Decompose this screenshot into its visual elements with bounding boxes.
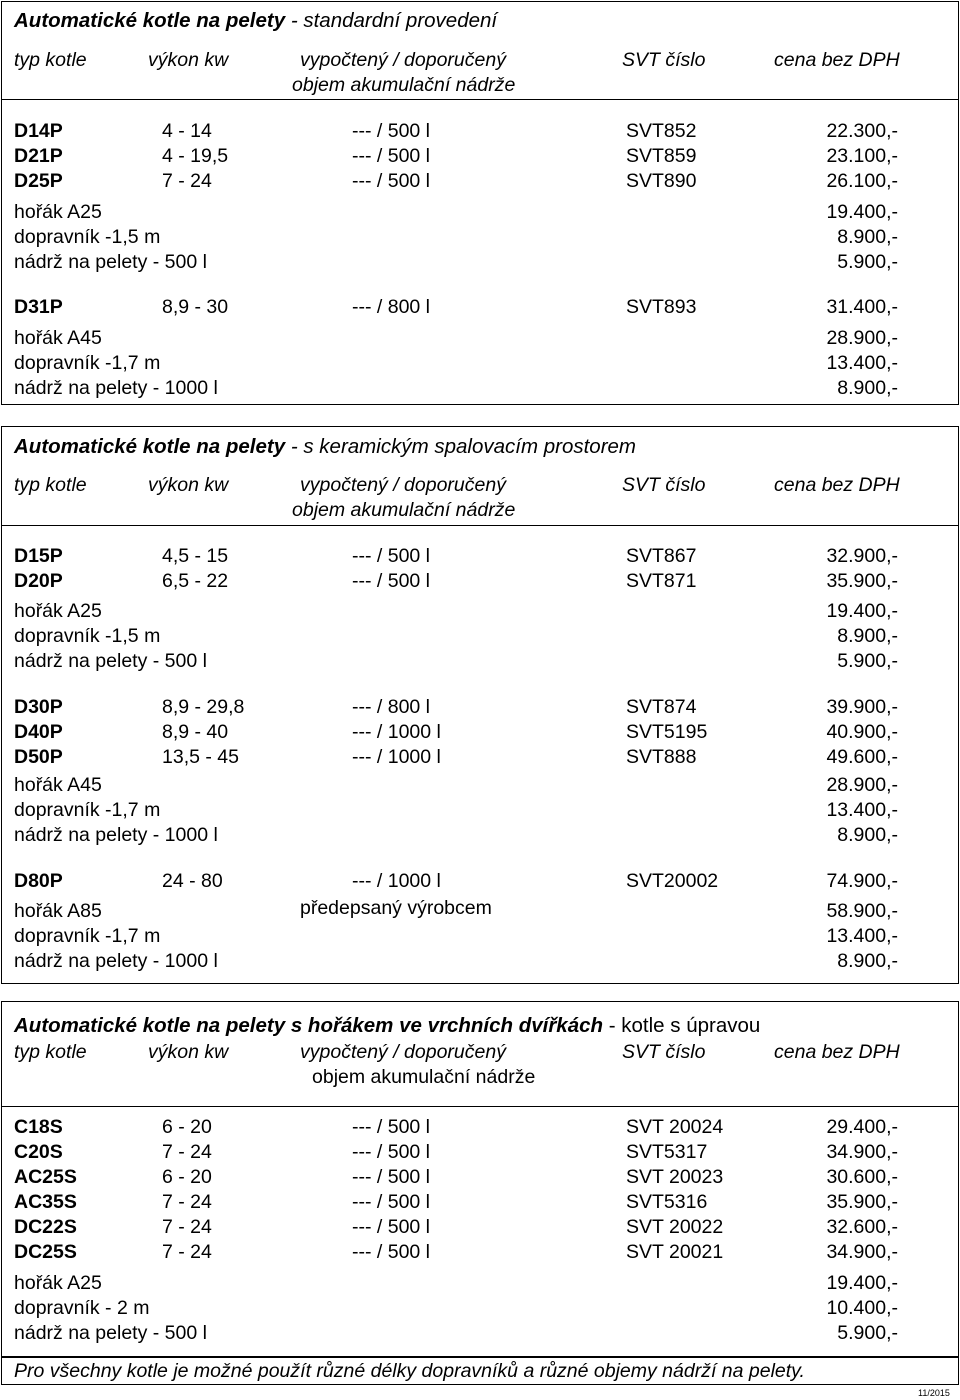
section-ceramic-title — [14, 437, 636, 458]
col-header-cena: cena bez DPH — [774, 49, 900, 71]
accessory-name: nádrž na pelety - 500 l — [14, 650, 207, 672]
col-header-objem-line2: objem akumulační nádrže — [292, 499, 516, 521]
accessory-name: nádrž na pelety - 500 l — [14, 251, 207, 273]
boiler-output-kw: 8,9 - 29,8 — [162, 696, 245, 718]
boiler-output-kw: 7 - 24 — [162, 1191, 212, 1213]
boiler-model: D80P — [14, 870, 63, 892]
svt-number: SVT 20022 — [626, 1216, 724, 1238]
accessory-price: 10.400,- — [826, 1297, 898, 1319]
price: 22.300,- — [826, 120, 898, 142]
col-header-vykon: výkon kw — [148, 1041, 229, 1063]
col-header-objem: vypočtený / doporučený — [300, 49, 506, 71]
col-header-vykon: výkon kw — [148, 49, 229, 71]
tank-volume: --- / 500 l — [352, 1166, 431, 1188]
tank-volume: --- / 500 l — [352, 170, 431, 192]
section-top-door-subtitle: - kotle s úpravou — [603, 1014, 761, 1037]
accessory-price: 19.400,- — [826, 201, 898, 223]
boiler-output-kw: 13,5 - 45 — [162, 746, 239, 768]
accessory-name: dopravník -1,7 m — [14, 352, 161, 374]
col-header-cena: cena bez DPH — [774, 1041, 900, 1063]
section-top-door-header-divider — [2, 1106, 958, 1107]
accessory-price: 13.400,- — [826, 925, 898, 947]
price: 74.900,- — [826, 870, 898, 892]
accessory-name: dopravník -1,5 m — [14, 625, 161, 647]
tank-volume: --- / 500 l — [352, 1216, 431, 1238]
accessory-name: nádrž na pelety - 1000 l — [14, 377, 218, 399]
svt-number: SVT874 — [626, 696, 697, 718]
accessory-name: dopravník -1,7 m — [14, 925, 161, 947]
boiler-model: D40P — [14, 721, 63, 743]
date-stamp: 11/2015 — [918, 1388, 950, 1398]
boiler-output-kw: 6 - 20 — [162, 1116, 212, 1138]
boiler-model: D15P — [14, 545, 63, 567]
accessory-price: 5.900,- — [837, 1322, 898, 1344]
section-standard-subtitle: - standardní provedení — [285, 9, 498, 32]
accessory-price: 8.900,- — [837, 625, 898, 647]
accessory-name: hořák A25 — [14, 201, 102, 223]
section-standard-title — [14, 11, 497, 32]
svt-number: SVT5195 — [626, 721, 708, 743]
tank-volume: --- / 500 l — [352, 545, 431, 567]
boiler-output-kw: 8,9 - 40 — [162, 721, 229, 743]
tank-volume: --- / 800 l — [352, 696, 431, 718]
price: 49.600,- — [826, 746, 898, 768]
col-header-typ: typ kotle — [14, 1041, 87, 1063]
col-header-svt: SVT číslo — [622, 474, 706, 496]
boiler-model: AC25S — [14, 1166, 77, 1188]
section-top-door-title — [14, 1016, 760, 1037]
col-header-svt: SVT číslo — [622, 1041, 706, 1063]
accessory-price: 13.400,- — [826, 352, 898, 374]
price: 39.900,- — [826, 696, 898, 718]
tank-volume: --- / 1000 l — [352, 721, 441, 743]
boiler-model: D20P — [14, 570, 63, 592]
col-header-typ: typ kotle — [14, 49, 87, 71]
boiler-model: D50P — [14, 746, 63, 768]
section-top-door-title-text: Automatické kotle na pelety s hořákem ve vrchních dvířkách — [14, 1014, 604, 1037]
boiler-output-kw: 24 - 80 — [162, 870, 223, 892]
col-header-cena: cena bez DPH — [774, 474, 900, 496]
accessory-name: hořák A45 — [14, 774, 102, 796]
accessory-name: nádrž na pelety - 1000 l — [14, 950, 218, 972]
tank-volume: --- / 500 l — [352, 1241, 431, 1263]
boiler-output-kw: 7 - 24 — [162, 170, 212, 192]
boiler-model: D31P — [14, 296, 63, 318]
svt-number: SVT5316 — [626, 1191, 708, 1213]
accessory-name: hořák A45 — [14, 327, 102, 349]
accessory-price: 5.900,- — [837, 251, 898, 273]
boiler-model: D14P — [14, 120, 63, 142]
tank-volume: --- / 500 l — [352, 570, 431, 592]
price: 34.900,- — [826, 1141, 898, 1163]
tank-volume: --- / 1000 l — [352, 746, 441, 768]
accessory-name: nádrž na pelety - 1000 l — [14, 824, 218, 846]
tank-volume: --- / 800 l — [352, 296, 431, 318]
svt-number: SVT852 — [626, 120, 697, 142]
col-header-vykon: výkon kw — [148, 474, 229, 496]
accessory-price: 8.900,- — [837, 377, 898, 399]
boiler-model: DC22S — [14, 1216, 77, 1238]
accessory-name: nádrž na pelety - 500 l — [14, 1322, 207, 1344]
section-standard-header-divider — [2, 99, 958, 100]
accessory-name: hořák A85 — [14, 900, 102, 922]
section-ceramic-header-divider — [2, 525, 958, 526]
accessory-price: 28.900,- — [826, 327, 898, 349]
price: 32.900,- — [826, 545, 898, 567]
tank-volume: --- / 500 l — [352, 145, 431, 167]
price: 32.600,- — [826, 1216, 898, 1238]
footnote: Pro všechny kotle je možné použít různé délky dopravníků a různé objemy nádrží na pelety. — [14, 1360, 805, 1382]
boiler-output-kw: 6 - 20 — [162, 1166, 212, 1188]
accessory-name: hořák A25 — [14, 600, 102, 622]
tank-volume: --- / 1000 l — [352, 870, 441, 892]
boiler-output-kw: 8,9 - 30 — [162, 296, 229, 318]
section-ceramic-subtitle: - s keramickým spalovacím prostorem — [285, 435, 636, 458]
accessory-name: dopravník - 2 m — [14, 1297, 150, 1319]
boiler-model: D30P — [14, 696, 63, 718]
price: 40.900,- — [826, 721, 898, 743]
accessory-price: 19.400,- — [826, 600, 898, 622]
boiler-model: D21P — [14, 145, 63, 167]
svt-number: SVT871 — [626, 570, 697, 592]
price: 35.900,- — [826, 570, 898, 592]
col-header-objem: vypočtený / doporučený — [300, 1041, 506, 1063]
boiler-output-kw: 7 - 24 — [162, 1241, 212, 1263]
svt-number: SVT 20023 — [626, 1166, 724, 1188]
boiler-output-kw: 4 - 14 — [162, 120, 212, 142]
boiler-model: C20S — [14, 1141, 63, 1163]
boiler-model: D25P — [14, 170, 63, 192]
accessory-price: 19.400,- — [826, 1272, 898, 1294]
accessory-price: 5.900,- — [837, 650, 898, 672]
col-header-typ: typ kotle — [14, 474, 87, 496]
svt-number: SVT890 — [626, 170, 697, 192]
accessory-name: hořák A25 — [14, 1272, 102, 1294]
boiler-output-kw: 4 - 19,5 — [162, 145, 229, 167]
price: 35.900,- — [826, 1191, 898, 1213]
svt-number: SVT 20021 — [626, 1241, 724, 1263]
svt-number: SVT859 — [626, 145, 697, 167]
accessory-name: dopravník -1,7 m — [14, 799, 161, 821]
svt-number: SVT893 — [626, 296, 697, 318]
accessory-price: 58.900,- — [826, 900, 898, 922]
boiler-output-kw: 7 - 24 — [162, 1141, 212, 1163]
svt-number: SVT 20024 — [626, 1116, 724, 1138]
price: 31.400,- — [826, 296, 898, 318]
manufacturer-note: předepsaný výrobcem — [300, 897, 492, 919]
accessory-price: 28.900,- — [826, 774, 898, 796]
tank-volume: --- / 500 l — [352, 1191, 431, 1213]
boiler-model: AC35S — [14, 1191, 77, 1213]
col-header-objem-line2: objem akumulační nádrže — [312, 1066, 536, 1088]
price: 26.100,- — [826, 170, 898, 192]
accessory-price: 8.900,- — [837, 226, 898, 248]
col-header-objem: vypočtený / doporučený — [300, 474, 506, 496]
accessory-name: dopravník -1,5 m — [14, 226, 161, 248]
price: 34.900,- — [826, 1241, 898, 1263]
svt-number: SVT5317 — [626, 1141, 708, 1163]
col-header-objem-line2: objem akumulační nádrže — [292, 74, 516, 96]
boiler-output-kw: 6,5 - 22 — [162, 570, 229, 592]
accessory-price: 8.900,- — [837, 950, 898, 972]
tank-volume: --- / 500 l — [352, 1141, 431, 1163]
price: 23.100,- — [826, 145, 898, 167]
accessory-price: 13.400,- — [826, 799, 898, 821]
svt-number: SVT20002 — [626, 870, 719, 892]
boiler-output-kw: 7 - 24 — [162, 1216, 212, 1238]
section-ceramic-title-text: Automatické kotle na pelety — [14, 435, 286, 458]
svt-number: SVT867 — [626, 545, 697, 567]
tank-volume: --- / 500 l — [352, 120, 431, 142]
price: 29.400,- — [826, 1116, 898, 1138]
price: 30.600,- — [826, 1166, 898, 1188]
accessory-price: 8.900,- — [837, 824, 898, 846]
tank-volume: --- / 500 l — [352, 1116, 431, 1138]
svt-number: SVT888 — [626, 746, 697, 768]
section-standard-title-text: Automatické kotle na pelety — [14, 9, 286, 32]
boiler-model: DC25S — [14, 1241, 77, 1263]
col-header-svt: SVT číslo — [622, 49, 706, 71]
boiler-output-kw: 4,5 - 15 — [162, 545, 229, 567]
boiler-model: C18S — [14, 1116, 63, 1138]
